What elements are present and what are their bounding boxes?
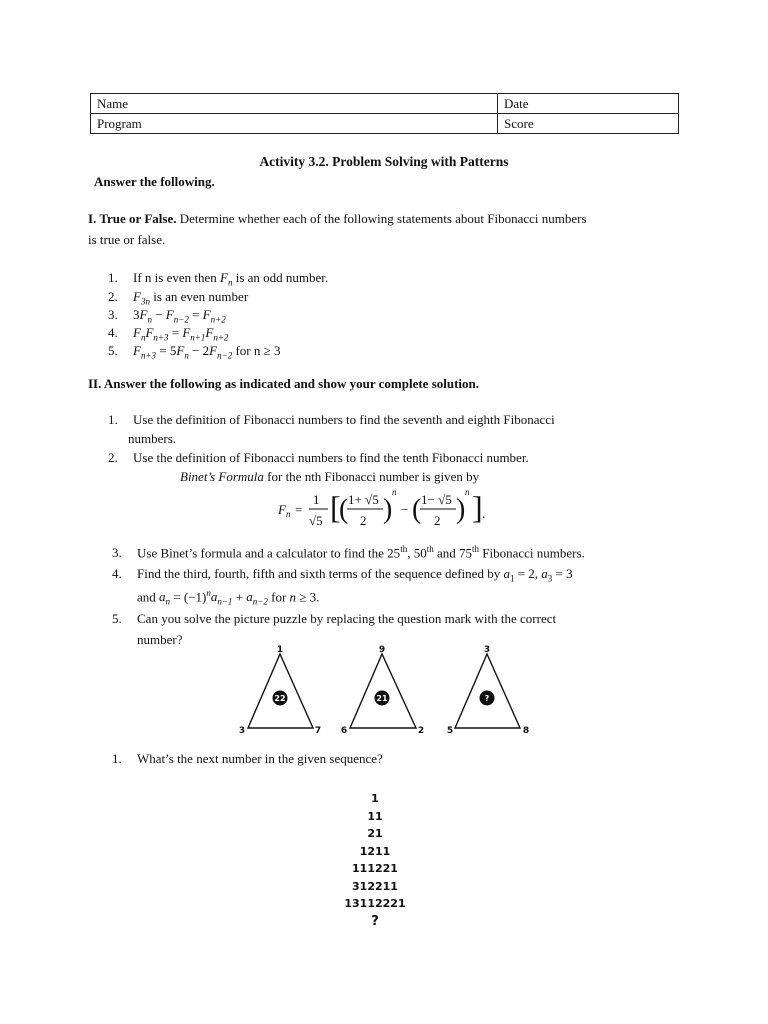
- triangle-1-top: 1: [276, 645, 284, 655]
- svg-text:√5: √5: [309, 513, 323, 528]
- svg-text:1: 1: [313, 492, 320, 507]
- header-table: [90, 93, 679, 134]
- svg-text:): ): [456, 494, 466, 525]
- sequence-item: 13112221: [344, 897, 406, 910]
- q4-text: Find the third, fourth, fifth and sixth terms of the sequence defined by: [137, 566, 504, 581]
- triangle-1-center: 22: [274, 694, 286, 703]
- q4-line2: and $a_n = (-1)^na_{n-1} + a_{n-2}$ for n ≥ 3.: [137, 588, 320, 607]
- ordinal: th: [426, 544, 434, 554]
- item-text: is an odd number.: [232, 270, 329, 285]
- svg-text:]: ]: [472, 489, 483, 525]
- q3-text: , 50: [407, 545, 427, 561]
- q6-text: What’s the next number in the given sequence?: [137, 751, 383, 766]
- sequence-item: 11: [367, 809, 383, 823]
- item-number: 3.: [108, 307, 118, 322]
- triangle-2-left: 6: [340, 726, 348, 736]
- ordinal: th: [400, 544, 408, 554]
- number-sequence: [300, 790, 450, 930]
- binet-formula: [278, 486, 508, 536]
- item-text: for n ≥ 3: [232, 343, 281, 358]
- svg-text:−: −: [401, 502, 409, 517]
- triangle-3-center: ?: [484, 694, 490, 703]
- svg-text:2: 2: [360, 513, 367, 528]
- triangle-3-right: 8: [522, 726, 530, 736]
- item-number: 2.: [108, 289, 118, 304]
- q5: 5. Can you solve the picture puzzle by replacing the question mark with the correct: [112, 611, 557, 626]
- svg-text:): ): [383, 494, 393, 525]
- tf-item-2: 2. $F_{3n}$ is an even number: [108, 289, 249, 307]
- svg-text:n: n: [392, 487, 397, 497]
- q5-text: Can you solve the picture puzzle by replacing the question mark with the correct: [137, 611, 557, 626]
- ordinal: th: [472, 544, 480, 554]
- svg-text:n: n: [465, 487, 470, 497]
- q2-text: Use the definition of Fibonacci numbers to find the tenth Fibonacci number.: [133, 450, 529, 465]
- item-text: If n is even then: [133, 270, 221, 285]
- q4-text: for: [267, 589, 290, 605]
- triangle-2-center: 21: [376, 694, 388, 703]
- triangle-2: [341, 645, 424, 736]
- triangle-3-left: 5: [446, 726, 454, 736]
- date-field[interactable]: Date: [498, 94, 679, 114]
- q4: 4. Find the third, fourth, fifth and sixth terms of the sequence defined by $a_1 = 2$, $a_3 = 3$: [112, 566, 573, 584]
- triangle-2-right: 2: [417, 726, 425, 736]
- triangle-2-top: 9: [378, 645, 386, 655]
- tf-item-4: 4. $F_nF_{n+3} = F_{n+1}F_{n+2}$: [108, 325, 229, 343]
- triangle-3-top: 3: [483, 645, 491, 655]
- sequence-item: 312211: [352, 879, 398, 893]
- name-field[interactable]: Name: [91, 94, 498, 114]
- item-number: 5.: [108, 343, 118, 358]
- tf-item-5: 5. $F_{n+3} = 5F_n - 2F_{n-2}$ for n ≥ 3: [108, 343, 281, 361]
- svg-text:(: (: [412, 494, 422, 525]
- sequence-item: 1211: [359, 844, 391, 858]
- triangle-1-left: 3: [238, 726, 246, 736]
- q1-text: Use the definition of Fibonacci numbers to find the seventh and eighth Fibonacci: [133, 412, 555, 427]
- svg-text:1+ √5: 1+ √5: [348, 492, 379, 507]
- instruction: Answer the following.: [94, 174, 215, 189]
- part1-heading: I. True or False.: [88, 211, 177, 226]
- sequence-item: 111221: [352, 862, 398, 875]
- svg-text:2: 2: [434, 513, 441, 528]
- binet-intro: [180, 469, 479, 485]
- svg-text:(: (: [339, 494, 349, 525]
- binet-text: for the nth Fibonacci number is given by: [263, 469, 480, 484]
- q1: 1. Use the definition of Fibonacci numbers to find the seventh and eighth Fibonacci: [108, 412, 555, 427]
- svg-text:.: .: [482, 506, 486, 521]
- part2-heading: II. Answer the following as indicated and show your complete solution.: [88, 376, 480, 391]
- sequence-item-question: ?: [371, 913, 379, 929]
- item-number: 1.: [108, 270, 118, 285]
- activity-title: Activity 3.2. Problem Solving with Patterns: [259, 154, 509, 169]
- q5-line2: number?: [137, 632, 183, 647]
- q6: 1. What’s the next number in the given sequence?: [112, 751, 383, 766]
- binet-label: Binet’s Formula: [180, 469, 264, 484]
- q2: 2. Use the definition of Fibonacci numbers to find the tenth Fibonacci number.: [108, 450, 529, 465]
- program-field[interactable]: Program: [91, 114, 498, 134]
- q3: 3. Use Binet’s formula and a calculator to find the 25th, 50th and 75th Fibonacci numbers.: [112, 544, 585, 561]
- q4-text: and: [137, 589, 160, 605]
- triangle-puzzle: [230, 642, 550, 742]
- part1-intro: [88, 211, 587, 227]
- item-number: 4.: [108, 325, 118, 340]
- svg-text:F: F: [278, 502, 286, 517]
- svg-text:[: [: [330, 489, 341, 525]
- q3-text: Fibonacci numbers.: [479, 545, 585, 561]
- part1-intro-line2: is true or false.: [88, 232, 166, 247]
- svg-text:n: n: [286, 509, 291, 519]
- sequence-item: 21: [367, 827, 383, 840]
- svg-text:1− √5: 1− √5: [421, 492, 452, 507]
- part1-intro-line1: Determine whether each of the following statements about Fibonacci numbers: [179, 211, 587, 226]
- triangle-3: [447, 645, 529, 736]
- triangle-1-right: 7: [314, 726, 322, 736]
- tf-item-1: 1. If n is even then $F_n$ is an odd number.: [108, 270, 329, 288]
- score-field[interactable]: Score: [498, 114, 679, 134]
- sequence-item: 1: [371, 792, 379, 805]
- q1-line2: numbers.: [128, 431, 177, 446]
- q3-text: Use Binet’s formula and a calculator to find the 25: [137, 545, 401, 561]
- q3-text: and 75: [433, 545, 472, 561]
- tf-item-3: 3. $3F_n - F_{n-2} = F_{n+2}$: [108, 307, 226, 325]
- svg-text:=: =: [295, 502, 303, 517]
- item-text: is an even number: [149, 289, 249, 304]
- triangle-1: [239, 645, 321, 736]
